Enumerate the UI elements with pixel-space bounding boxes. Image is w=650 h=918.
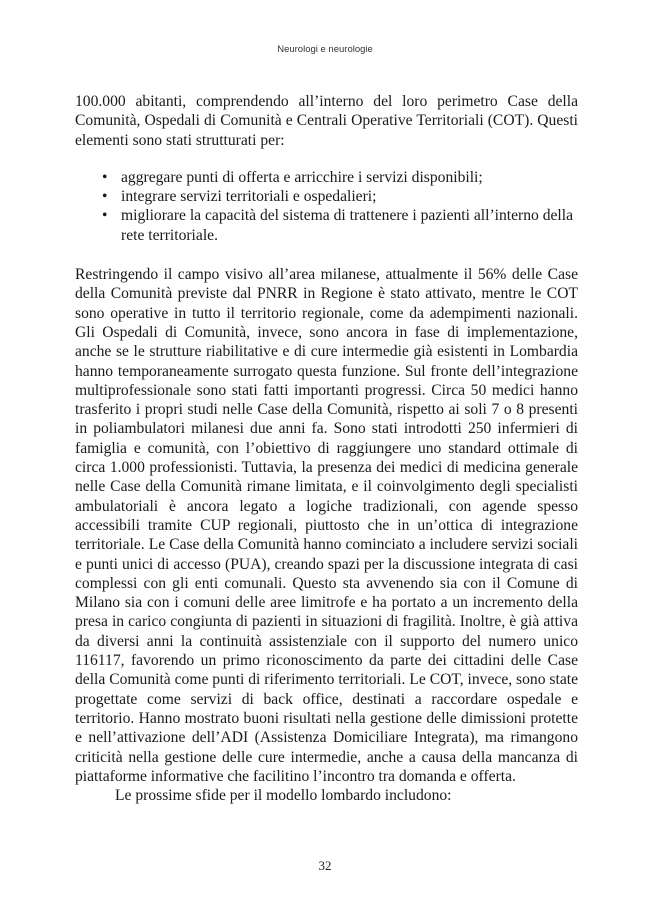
- bullet-item: • integrare servizi territoriali e ospedalieri;: [75, 187, 578, 206]
- intro-paragraph: 100.000 abitanti, comprendendo all’interno del loro perimetro Case della Comunità, Ospedali di Comunità e Centrali Operative Territoriali (COT). Questi elementi sono stati strutturati per:: [75, 93, 578, 149]
- bullet-item: • aggregare punti di offerta e arricchire i servizi disponibili;: [75, 168, 578, 187]
- page-body: [75, 92, 578, 805]
- page-number: 32: [318, 858, 332, 873]
- bullet-item: • migliorare la capacità del sistema di trattenere i pazienti all’interno della rete territoriale.: [75, 206, 578, 245]
- running-head: Neurologi e neurologie: [277, 44, 373, 55]
- body-paragraph: Restringendo il campo visivo all’area milanese, attualmente il 56% delle Case della Comunità previste dal PNRR in Regione è stato attivato, mentre le COT sono operative in tutto il territorio regionale, come da adempimenti nazionali. Gli Ospedali di Comunità, invece, sono ancora in fase di implementazione, anche se le strutture riabilitative e di cure intermedie già esistenti in Lombardia hanno temporaneamente surrogato questa funzione. Sul fronte dell’integrazione multiprofessionale sono stati fatti importanti progressi. Circa 50 medici hanno trasferito i propri studi nelle Case della Comunità, rispetto ai soli 7 o 8 presenti in poliambulatori milanesi due anni fa. Sono stati introdotti 250 infermieri di famiglia e comunità, con l’obiettivo di raggiungere uno standard ottimale di circa 1.000 professionisti. Tuttavia, la presenza dei medici di medicina generale nelle Case della Comunità rimane limitata, e il coinvolgimento degli specialisti ambulatoriali è ancora legato a logiche tradizionali, con agende spesso accessibili tramite CUP regionali, piuttosto che in un’ottica di integrazione territoriale. Le Case della Comunità hanno cominciato a includere servizi sociali e punti unici di accesso (PUA), creando spazi per la discussione integrata di casi complessi con gli enti comunali. Questo sta avvenendo sia con il Comune di Milano sia con i comuni delle aree limitrofe e ha portato a un incremento della presa in carico congiunta di pazienti in situazioni di fragilità. Inoltre, è già attiva da diversi anni la continuità assistenziale con il supporto del numero unico 116117, favorendo un primo riconoscimento da parte dei cittadini delle Case della Comunità come punti di riferimento territoriali. Le COT, invece, sono state progettate come servizi di back office, destinati a raccordare ospedale e territorio. Hanno mostrato buoni risultati nella gestione delle dimissioni protette e nell’attivazione dell’ADI (Assistenza Domiciliare Integrata), ma rimangono criticità nella gestione delle cure intermedie, anche a causa della mancanza di piattaforme informative che facilitino l’incontro tra domanda e offerta.: [75, 266, 578, 785]
- closing-line: Le prossime sfide per il modello lombardo includono:: [115, 787, 452, 805]
- bullet-list: [75, 168, 578, 245]
